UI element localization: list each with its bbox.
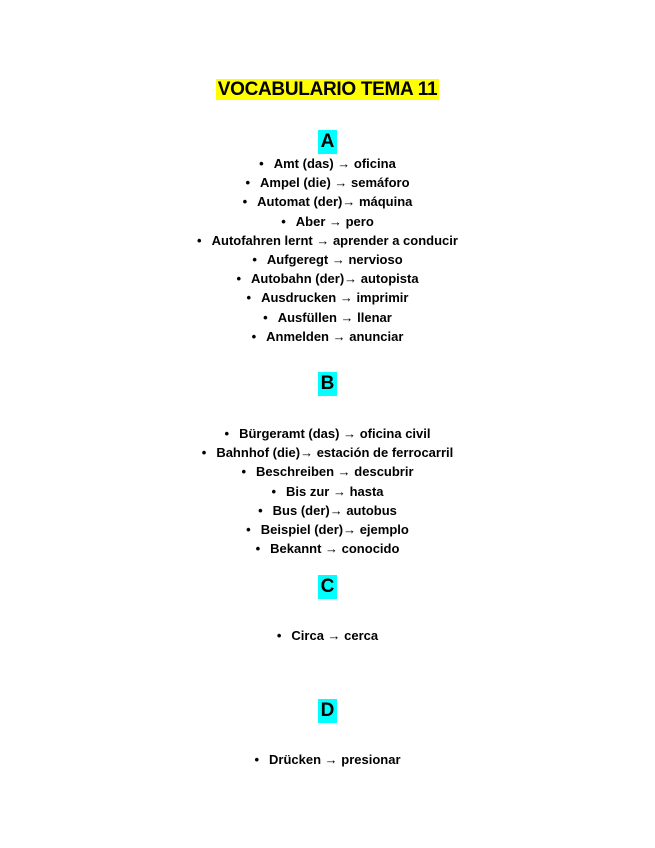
list-item: • Circa → cerca [276, 628, 379, 643]
vocabulary-list [0, 424, 655, 558]
vocab-entry: Amt (das) → oficina [273, 156, 396, 171]
document-title [0, 78, 655, 102]
list-item: • Anmelden → anunciar [251, 328, 404, 344]
vocab-entry: Autobahn (der)→ autopista [251, 271, 419, 287]
vocab-entry: Ausdrucken → imprimir [261, 290, 409, 306]
vocab-entry: Ampel (die) → semáforo [260, 175, 410, 191]
section-letter: A [318, 130, 338, 154]
list-item: • Beschreiben → descubrir [241, 464, 414, 480]
vocab-entry: Circa → cerca [291, 628, 379, 643]
vocab-entry: Drücken → presionar [269, 752, 401, 767]
list-item: • Amt (das) → oficina [259, 156, 396, 171]
section-letter: B [318, 372, 338, 396]
list-item: • Ausfüllen → llenar [263, 309, 392, 325]
vocabulary-list [0, 154, 655, 346]
vocab-entry: Anmelden → anunciar [266, 328, 404, 344]
section-letter: C [318, 575, 338, 599]
vocabulary-list [0, 750, 655, 769]
list-item: • Automat (der)→ máquina [242, 194, 413, 210]
title-text: VOCABULARIO TEMA 11 [217, 79, 438, 100]
vocab-entry: Bahnhof (die)→ estación de ferrocarril [216, 445, 454, 461]
list-item: • Beispiel (der)→ ejemplo [246, 521, 409, 537]
list-item: • Aufgeregt → nervioso [252, 251, 403, 267]
list-item: • Autobahn (der)→ autopista [236, 271, 419, 287]
vocab-entry: Aufgeregt → nervioso [266, 251, 403, 267]
vocab-entry: Autofahren lernt → aprender a conducir [211, 232, 458, 248]
section-d-list [0, 750, 655, 769]
vocab-entry: Ausfüllen → llenar [277, 309, 392, 325]
vocab-entry: Automat (der)→ máquina [257, 194, 413, 210]
list-item: • Bis zur → hasta [271, 483, 384, 499]
section-heading [0, 372, 655, 396]
list-item: • Autofahren lernt → aprender a conducir [197, 232, 458, 248]
list-item: • Drücken → presionar [254, 752, 401, 767]
list-item: • Bekannt → conocido [255, 541, 400, 557]
list-item: • Aber → pero [281, 213, 374, 229]
section-b [0, 372, 655, 396]
list-item: • Ampel (die) → semáforo [245, 175, 410, 191]
section-b-list [0, 424, 655, 558]
vocab-entry: Beschreiben → descubrir [256, 464, 414, 480]
section-heading [0, 575, 655, 599]
vocabulary-list [0, 626, 655, 645]
section-letter: D [318, 699, 338, 723]
vocab-entry: Bis zur → hasta [286, 483, 384, 499]
section-d [0, 699, 655, 723]
list-item: • Bus (der)→ autobus [258, 502, 397, 518]
section-c-list [0, 626, 655, 645]
section-a [0, 130, 655, 346]
vocab-entry: Bürgeramt (das) → oficina civil [239, 426, 431, 441]
list-item: • Bürgeramt (das) → oficina civil [224, 426, 431, 441]
vocab-entry: Beispiel (der)→ ejemplo [260, 521, 409, 537]
section-heading [0, 699, 655, 723]
list-item: • Ausdrucken → imprimir [246, 290, 409, 306]
list-item: • Bahnhof (die)→ estación de ferrocarril [201, 445, 454, 461]
vocab-entry: Aber → pero [295, 213, 374, 229]
vocab-entry: Bekannt → conocido [270, 541, 400, 557]
section-c [0, 575, 655, 599]
vocab-entry: Bus (der)→ autobus [272, 502, 397, 518]
section-heading [0, 130, 655, 154]
